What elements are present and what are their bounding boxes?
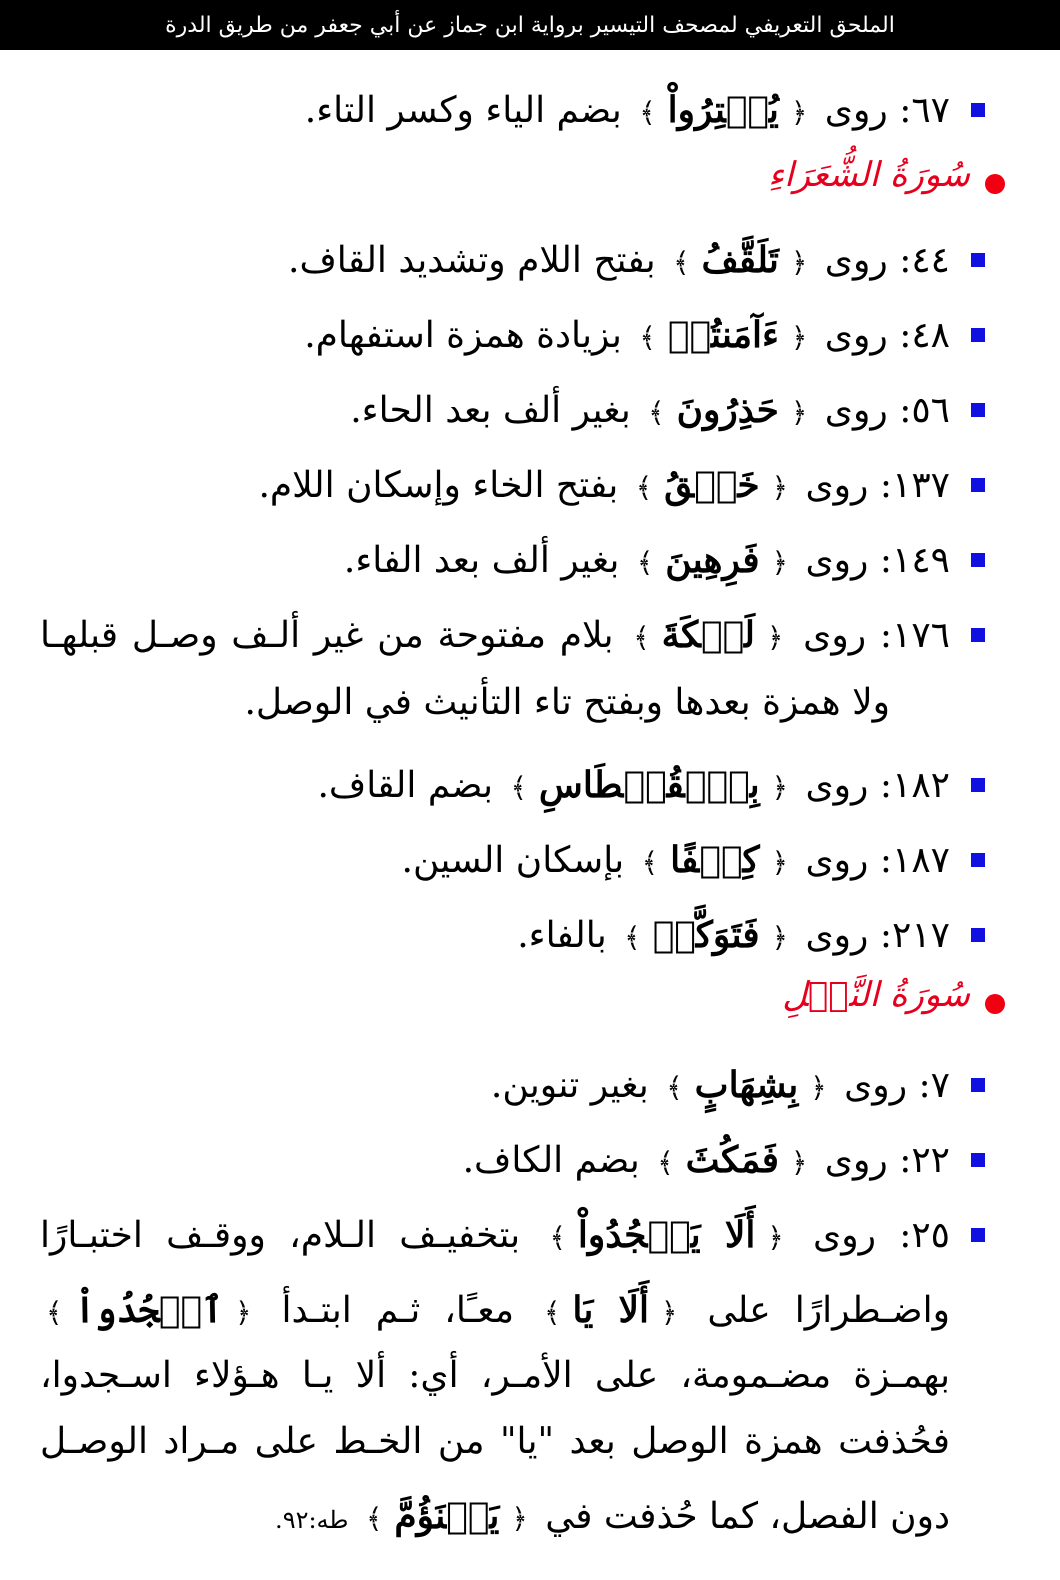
surah-bullet-dot [985,994,1005,1014]
entry-line: ٢١٧: روى ﴿فَتَوَكَّلۡ﴾ بالفاء. [517,914,950,956]
entry-text: بضم الياء وكسر التاء. [304,90,622,131]
quran-word: بِشِهَابٍ [694,1064,799,1106]
quran-bracket-open: ﴿ [790,1146,808,1179]
quran-bracket-close: ﴾ [673,246,690,279]
verse-number: ٦٧ [911,90,950,131]
entry-line: ٢٥: روى ﴿أَلَا يَسۡجُدُواْ﴾ بتخفيـف الـلام، ووقـف اختبـارًا [40,1214,951,1256]
quran-bracket-close: ﴾ [510,771,527,804]
entry-text: بضم الكاف. [462,1140,640,1181]
verse-number: ٤٤ [911,240,950,281]
quran-bracket-open: ﴿ [771,471,788,504]
quran-word: أَلَا يَسۡجُدُواْ [577,1214,756,1256]
quran-word: فَرِهِينَ [665,539,760,581]
narrated-label: روى [824,90,888,131]
page-header [0,0,1060,50]
narrated-label: روى [824,240,888,281]
list-bullet [971,478,985,492]
list-bullet [971,1228,985,1242]
quran-bracket-close: ﴾ [641,846,659,879]
quran-bracket-open: ﴿ [660,1296,678,1329]
entry-line: ١٤٩: روى ﴿فَرِهِينَ﴾ بغير ألف بعد الفاء. [343,539,950,581]
quran-word: يُقۡتِرُواْ [667,89,779,131]
quran-word: يَبۡنَؤُمَّ [394,1495,500,1537]
quran-word: حَذِرُونَ [676,389,779,431]
quran-bracket-open: ﴿ [790,246,808,279]
quran-bracket-close: ﴾ [633,621,650,654]
narrated-label: روى [805,765,869,806]
quran-bracket-close: ﴾ [544,1296,561,1329]
quran-bracket-open: ﴿ [767,1221,784,1254]
verse-number: ١٨٢ [891,765,950,806]
narrated-label: روى [844,1065,908,1106]
surah-bullet-dot [985,174,1005,194]
verse-number: ٢١٧ [891,915,950,956]
entry-text: بالفاء. [517,915,607,956]
entry-text: بغير تنوين. [490,1065,649,1106]
quran-bracket-open: ﴿ [511,1502,528,1535]
quran-bracket-open: ﴿ [790,321,808,354]
entry-text: بتخفيـف الـلام، ووقـف اختبـارًا [40,1215,521,1256]
para-line-4: فحُذفت همزة الوصل بعد "يا" من الخـط على مـراد الوصـل [40,1421,950,1462]
para-text: معـًا، ثـم ابتـدأ [281,1290,515,1331]
surah-reference: طه:٩٢. [275,1506,349,1534]
quran-bracket-open: ﴿ [771,771,788,804]
list-bullet [971,253,985,267]
quran-bracket-close: ﴾ [639,96,656,129]
entry-line: ١٨٢: روى ﴿بِٱلۡقُسۡطَاسِ﴾ بضم القاف. [317,764,950,806]
quran-bracket-close: ﴾ [635,471,653,504]
para-line-2 [40,1280,950,1343]
quran-bracket-open: ﴿ [790,96,808,129]
verse-number: ٢٢ [911,1140,950,1181]
narrated-label: روى [805,840,869,881]
quran-bracket-open: ﴿ [810,1071,827,1104]
para-text: واضـطرارًا على [707,1290,951,1331]
entry-line: ٦٧: روى ﴿يُقۡتِرُواْ﴾ بضم الياء وكسر التاء. [304,89,950,131]
entry-line-continued: ولا همزة بعدها وبفتح تاء التأنيث في الوصل. [244,682,890,723]
page-content [0,50,1060,1580]
list-bullet [971,1078,985,1092]
quran-bracket-close: ﴾ [365,1502,383,1535]
quran-bracket-close: ﴾ [639,321,656,354]
entry-text: بضم القاف. [317,765,494,806]
quran-bracket-close: ﴾ [657,1146,674,1179]
list-bullet [971,328,985,342]
entry-text: بلام مفتوحة من غير ألـف وصـل قبلهـا [40,615,614,656]
quran-word: لَيۡكَةَ [661,614,756,656]
narrated-label: روى [805,915,869,956]
quran-word: أَلَا يَا [572,1289,649,1331]
quran-word: ٱسۡجُدُواْ [74,1289,224,1331]
verse-number: ١٣٧ [891,465,950,506]
list-bullet [971,403,985,417]
narrated-label: روى [805,540,869,581]
narrated-label: روى [824,315,888,356]
quran-word: بِٱلۡقُسۡطَاسِ [538,764,760,806]
narrated-label: روى [824,390,888,431]
quran-word: خَلۡقُ [664,464,760,506]
entry-line: ٢٢: روى ﴿فَمَكُثَ﴾ بضم الكاف. [462,1139,950,1181]
entry-line: ٤٤: روى ﴿تَلَقَّفُ﴾ بفتح اللام وتشديد القاف. [288,239,950,281]
entry-line: ١٣٧: روى ﴿خَلۡقُ﴾ بفتح الخاء وإسكان اللام. [258,464,950,506]
entry-text: بغير ألف بعد الفاء. [343,540,620,581]
quran-bracket-open: ﴿ [771,921,788,954]
para-line-5 [40,1486,950,1550]
narrated-label: روى [824,1140,888,1181]
entry-text: بفتح اللام وتشديد القاف. [288,240,656,281]
narrated-label: روى [813,1215,876,1256]
entry-text: بفتح الخاء وإسكان اللام. [258,465,619,506]
quran-bracket-open: ﴿ [790,396,808,429]
list-bullet [971,103,985,117]
entry-text: بغير ألف بعد الحاء. [350,390,631,431]
narrated-label: روى [805,465,869,506]
surah-title-shuara: سُورَةُ الشُّعَرَاءِ [768,155,970,195]
entry-text: بزيادة همزة استفهام. [304,315,622,356]
verse-number: ٧ [930,1065,950,1106]
list-bullet [971,853,985,867]
quran-bracket-close: ﴾ [624,921,641,954]
surah-title-naml: سُورَةُ النَّمۡلِ [782,975,970,1015]
verse-number: ٢٥ [911,1215,951,1256]
list-bullet [971,778,985,792]
quran-word: فَتَوَكَّلۡ [652,914,760,956]
quran-bracket-open: ﴿ [235,1296,252,1329]
quran-bracket-close: ﴾ [648,396,665,429]
verse-number: ١٨٧ [891,840,950,881]
quran-word: تَلَقَّفُ [701,239,779,281]
entry-line: ١٧٦: روى ﴿لَيۡكَةَ﴾ بلام مفتوحة من غير ألـف وصـل قبلهـا [40,614,950,656]
verse-number: ١٧٦ [891,615,950,656]
list-bullet [971,553,985,567]
quran-bracket-close: ﴾ [549,1221,566,1254]
quran-word: فَمَكُثَ [685,1139,779,1181]
quran-bracket-open: ﴿ [767,621,784,654]
list-bullet [971,1153,985,1167]
quran-bracket-close: ﴾ [636,546,654,579]
list-bullet [971,628,985,642]
entry-line: ٤٨: روى ﴿ءَآمَنتُمۡ﴾ بزيادة همزة استفهام. [304,314,950,356]
entry-text: بإسكان السين. [401,840,625,881]
quran-word: كِسۡفًا [670,839,760,881]
verse-number: ٤٨ [911,315,950,356]
header-title: الملحق التعريفي لمصحف التيسير برواية ابن جماز عن أبي جعفر من طريق الدرة [165,12,895,38]
entry-line: ١٨٧: روى ﴿كِسۡفًا﴾ بإسكان السين. [401,839,950,881]
para-line-3: بهمـزة مضـمومة، على الأمـر، أي: ألا يـا هـؤلاء اسـجدوا، [40,1355,950,1396]
quran-word: ءَآمَنتُمۡ [667,314,779,356]
verse-number: ٥٦ [911,390,950,431]
entry-line: ٥٦: روى ﴿حَذِرُونَ﴾ بغير ألف بعد الحاء. [350,389,950,431]
para-text: دون الفصل، كما حُذفت في [545,1496,950,1537]
quran-bracket-close: ﴾ [666,1071,683,1104]
list-bullet [971,928,985,942]
entry-line: ٧: روى ﴿بِشِهَابٍ﴾ بغير تنوين. [490,1064,950,1106]
quran-bracket-open: ﴿ [771,846,788,879]
verse-number: ١٤٩ [891,540,950,581]
narrated-label: روى [803,615,867,656]
quran-bracket-open: ﴿ [771,546,788,579]
quran-bracket-close: ﴾ [46,1296,63,1329]
